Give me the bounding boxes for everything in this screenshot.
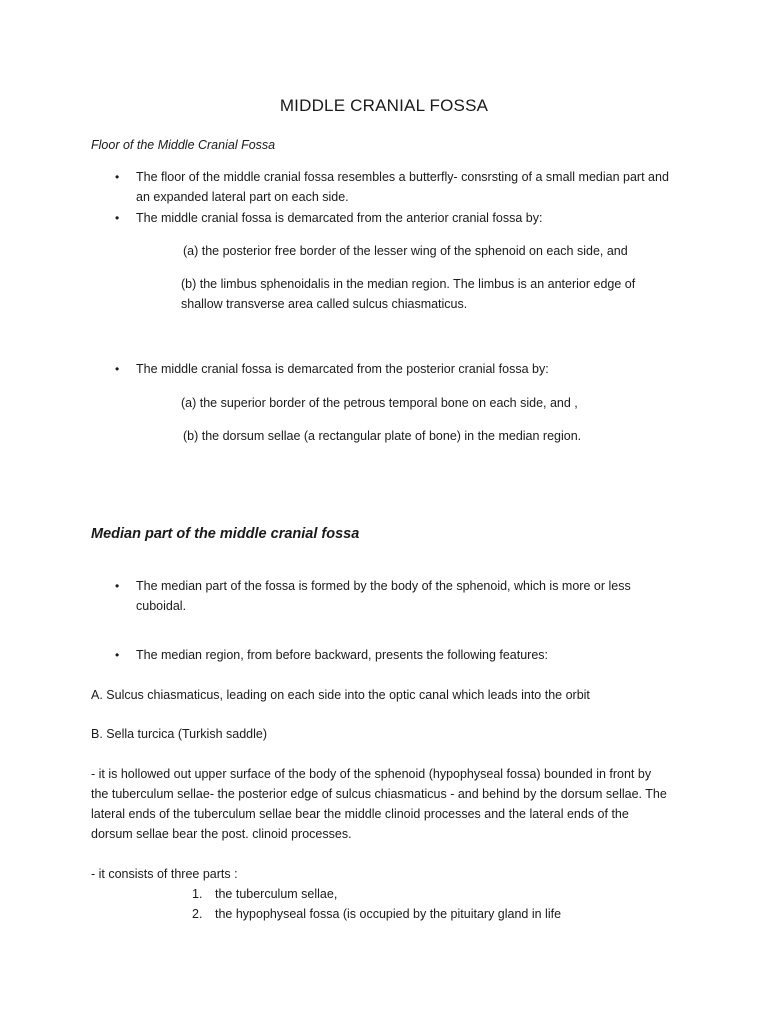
sub-item: (a) the superior border of the petrous temporal bone on each side, and , bbox=[181, 396, 578, 410]
sub-item-continued: shallow transverse area called sulcus chiasmaticus. bbox=[181, 297, 468, 311]
bullet-text-continued: cuboidal. bbox=[136, 599, 187, 613]
bullet-text: The median part of the fossa is formed by the body of the sphenoid, which is more or less bbox=[136, 579, 631, 593]
paragraph-line: lateral ends of the tuberculum sellae bear the middle clinoid processes and the lateral ends of the bbox=[91, 807, 629, 821]
list-number: 2. bbox=[192, 907, 203, 921]
parts-intro: - it consists of three parts : bbox=[91, 867, 238, 881]
bullet-text: The middle cranial fossa is demarcated from the posterior cranial fossa by: bbox=[136, 362, 549, 376]
list-number: 1. bbox=[192, 887, 203, 901]
feature-a: A. Sulcus chiasmaticus, leading on each side into the optic canal which leads into the orbit bbox=[91, 688, 590, 702]
paragraph-line: the tuberculum sellae- the posterior edge of sulcus chiasmaticus - and behind by the dorsum sellae. The bbox=[91, 787, 667, 801]
sub-item: (b) the limbus sphenoidalis in the median region. The limbus is an anterior edge of bbox=[181, 277, 636, 291]
bullet-text: The floor of the middle cranial fossa resembles a butterfly- consrsting of a small median part and bbox=[136, 170, 669, 184]
median-section-heading: Median part of the middle cranial fossa bbox=[91, 526, 360, 542]
sub-item: (b) the dorsum sellae (a rectangular plate of bone) in the median region. bbox=[183, 429, 582, 443]
bullet-marker: • bbox=[115, 211, 120, 225]
page-title: MIDDLE CRANIAL FOSSA bbox=[279, 96, 489, 115]
bullet-marker: • bbox=[115, 648, 120, 662]
list-item: the tuberculum sellae, bbox=[215, 887, 338, 901]
bullet-text: The median region, from before backward, presents the following features: bbox=[136, 648, 549, 662]
bullet-marker: • bbox=[115, 170, 120, 184]
bullet-marker: • bbox=[115, 579, 120, 593]
bullet-marker: • bbox=[115, 362, 120, 376]
feature-b: B. Sella turcica (Turkish saddle) bbox=[91, 727, 267, 741]
floor-heading: Floor of the Middle Cranial Fossa bbox=[91, 138, 276, 152]
list-item: the hypophyseal fossa (is occupied by the pituitary gland in life bbox=[215, 907, 562, 921]
sub-item: (a) the posterior free border of the lesser wing of the sphenoid on each side, and bbox=[183, 244, 628, 258]
paragraph-line: dorsum sellae bear the post. clinoid processes. bbox=[91, 827, 352, 841]
paragraph-line: - it is hollowed out upper surface of the body of the sphenoid (hypophyseal fossa) bounded in front by bbox=[91, 767, 652, 781]
bullet-text: The middle cranial fossa is demarcated from the anterior cranial fossa by: bbox=[136, 211, 543, 225]
bullet-text-continued: an expanded lateral part on each side. bbox=[136, 190, 349, 204]
